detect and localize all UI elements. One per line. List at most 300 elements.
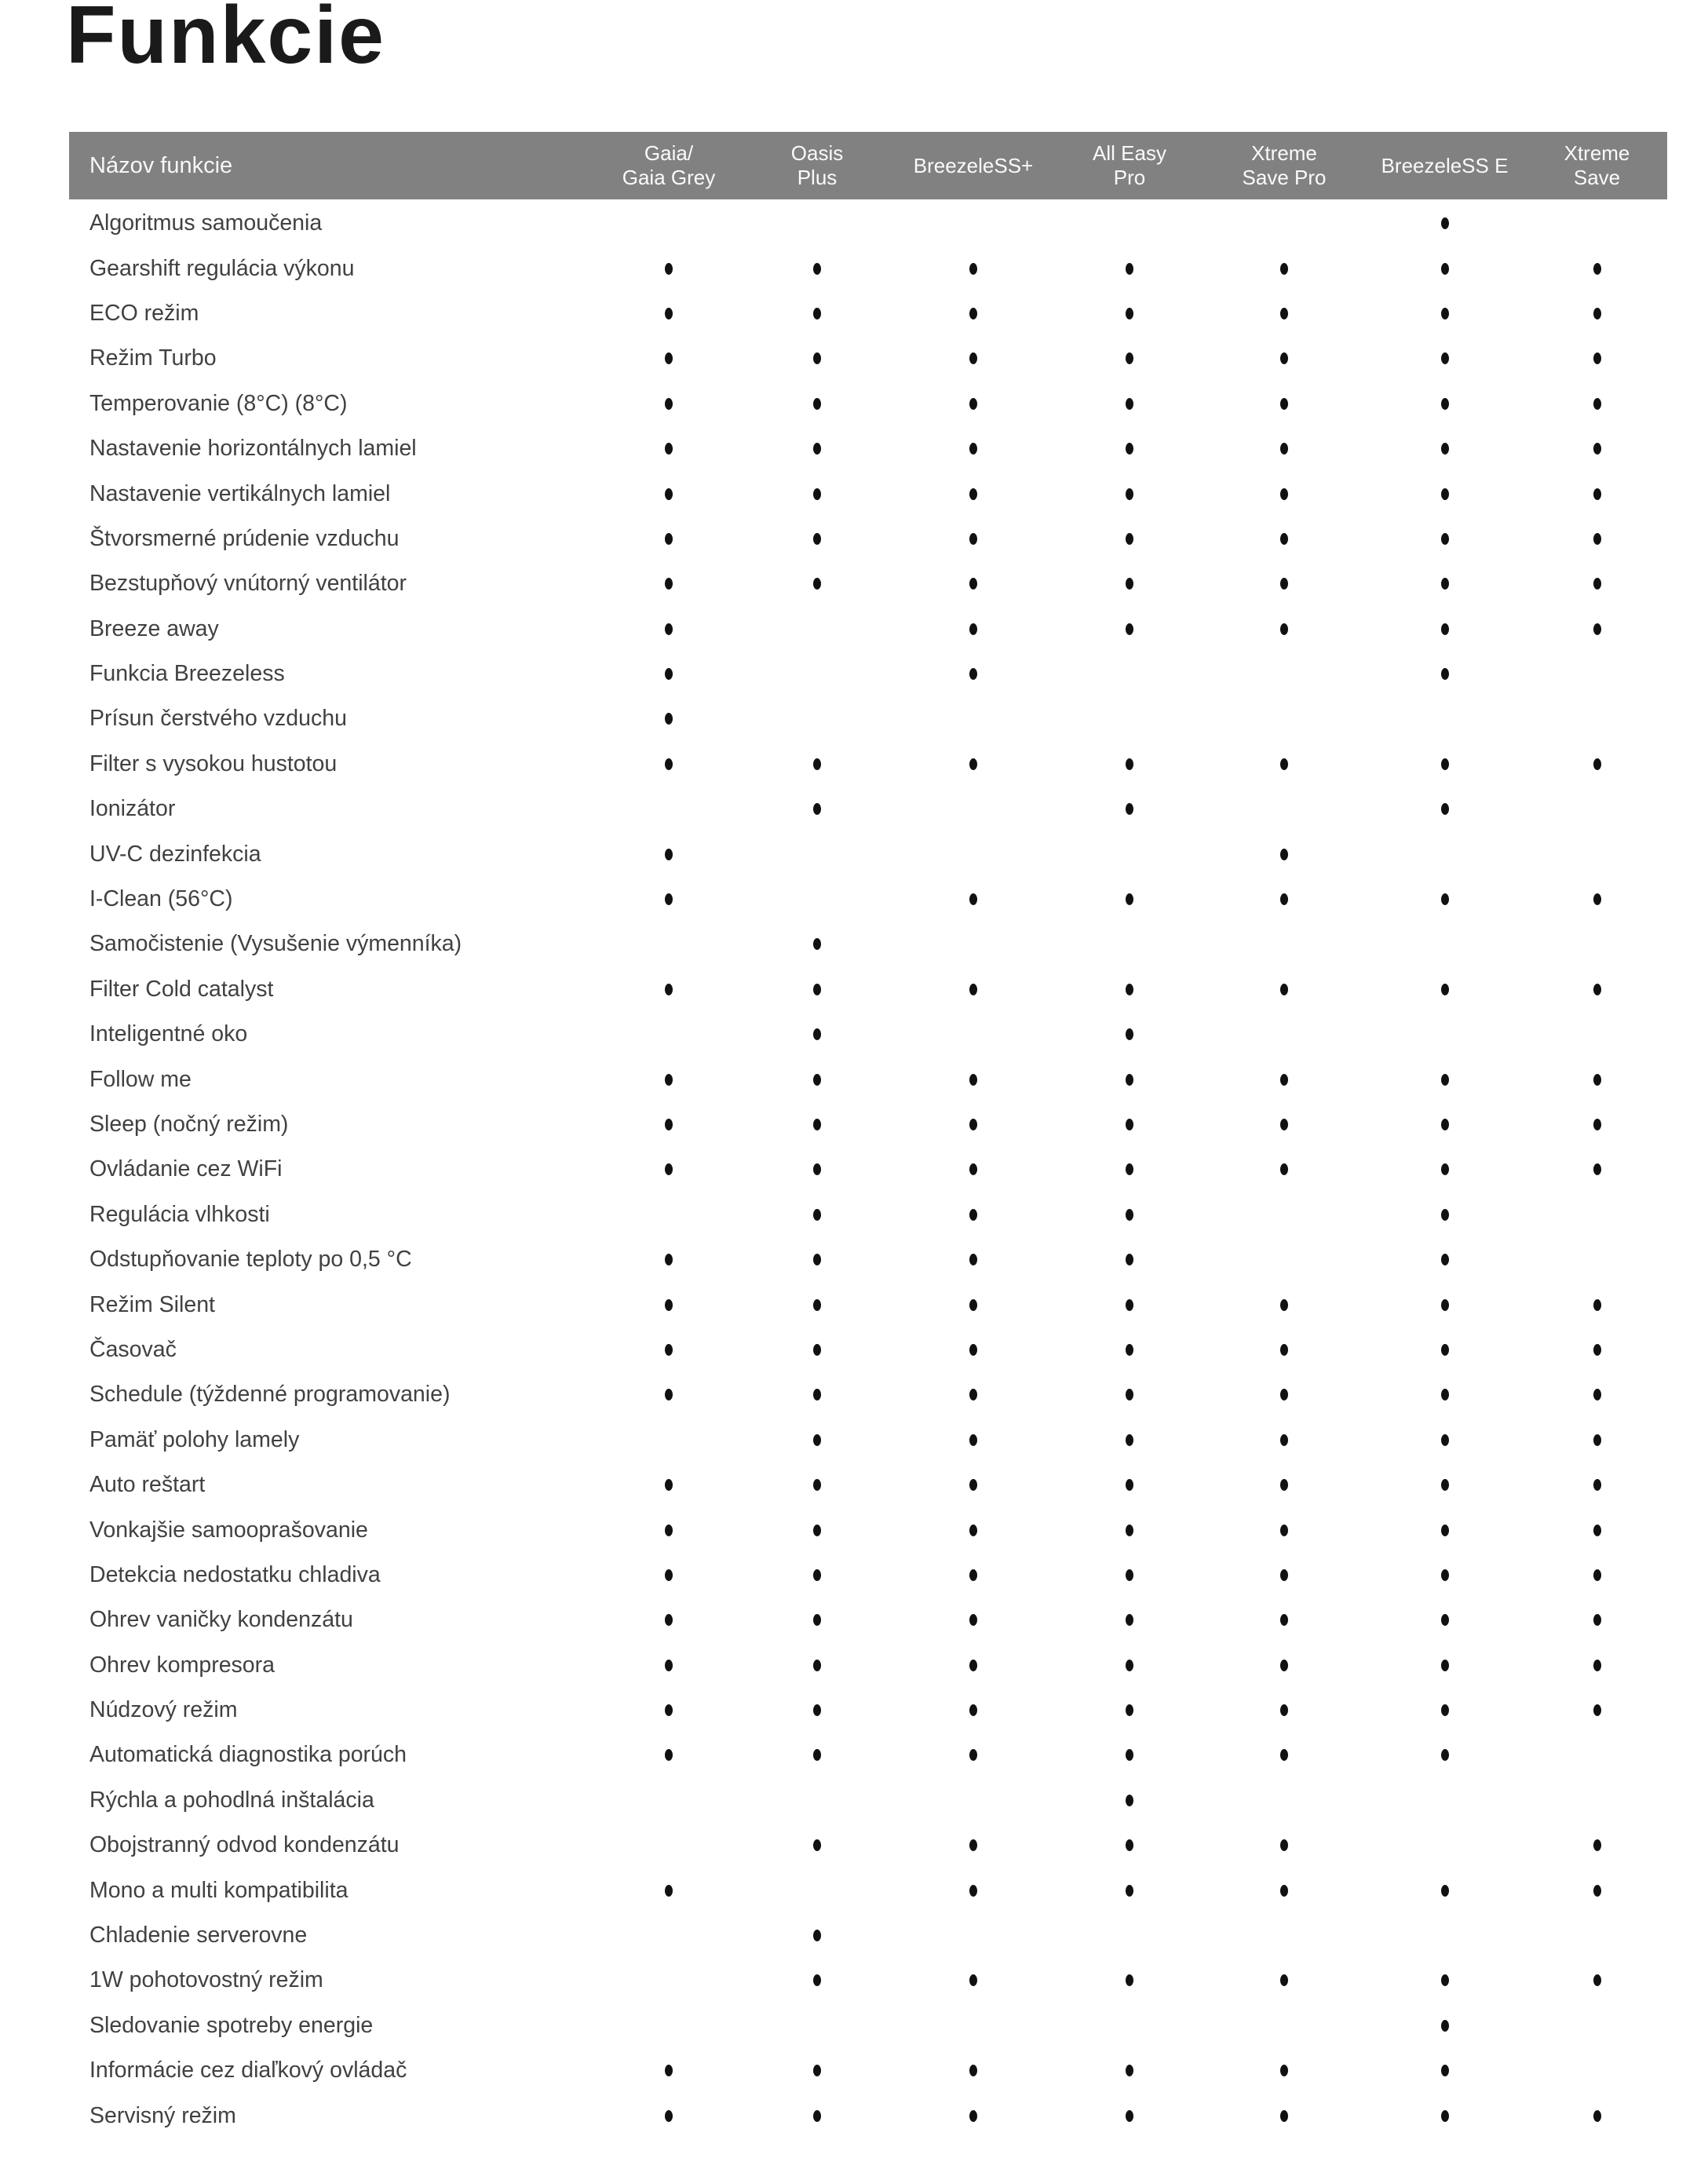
bullet-dot <box>1280 1839 1288 1851</box>
feature-dot-cell <box>597 607 741 652</box>
feature-dot-cell <box>741 1823 893 1868</box>
bullet-dot <box>1441 1299 1449 1311</box>
feature-dot-cell <box>741 922 893 966</box>
table-row <box>69 1282 1667 1327</box>
feature-dot-cell <box>741 1778 893 1823</box>
feature-dot-cell <box>1527 1958 1667 2003</box>
table-row <box>69 607 1667 652</box>
bullet-dot <box>1441 1885 1449 1897</box>
bullet-dot <box>1126 1569 1133 1581</box>
bullet-dot <box>1441 1569 1449 1581</box>
column-header-xtreme-save-pro <box>1206 141 1363 189</box>
bullet-dot <box>1126 1434 1133 1446</box>
bullet-dot <box>665 1749 673 1761</box>
feature-dot-cell <box>597 652 741 696</box>
feature-dot-cell <box>741 291 893 336</box>
feature-dot-cell <box>893 336 1053 381</box>
feature-dot-cell <box>893 1192 1053 1237</box>
bullet-dot <box>1280 2065 1288 2076</box>
bullet-dot <box>1126 488 1133 500</box>
bullet-dot <box>969 1974 977 1986</box>
bullet-dot <box>969 758 977 770</box>
feature-dot-cell <box>1206 201 1363 246</box>
bullet-dot <box>969 984 977 995</box>
table-row <box>69 1507 1667 1552</box>
feature-dot-cell <box>1527 831 1667 876</box>
bullet-dot <box>665 443 673 455</box>
feature-dot-cell <box>1527 1507 1667 1552</box>
bullet-dot <box>1126 443 1133 455</box>
feature-name: Časovač <box>89 1336 177 1362</box>
bullet-dot <box>813 443 821 455</box>
bullet-dot <box>969 488 977 500</box>
feature-dot-cell <box>1053 1147 1206 1192</box>
bullet-dot <box>813 1074 821 1086</box>
feature-dot-cell <box>1053 471 1206 516</box>
feature-dot-cell <box>1527 382 1667 426</box>
bullet-dot <box>813 2110 821 2122</box>
feature-dot-cell <box>1053 1823 1206 1868</box>
feature-dot-cell <box>741 1418 893 1463</box>
feature-dot-cell <box>893 607 1053 652</box>
table-row <box>69 787 1667 831</box>
feature-dot-cell <box>597 1733 741 1777</box>
feature-dot-cell <box>741 696 893 741</box>
feature-dot-cell <box>1363 382 1527 426</box>
feature-dot-cell <box>1206 1553 1363 1598</box>
feature-dot-cell <box>893 382 1053 426</box>
feature-dot-cell <box>1053 1688 1206 1733</box>
bullet-dot <box>665 398 673 410</box>
bullet-dot <box>813 1209 821 1221</box>
bullet-dot <box>1441 2110 1449 2122</box>
bullet-dot <box>1280 984 1288 995</box>
bullet-dot <box>969 2065 977 2076</box>
feature-dot-cell <box>1053 787 1206 831</box>
bullet-dot <box>969 578 977 590</box>
feature-dot-cell <box>1053 2093 1206 2138</box>
feature-dot-cell <box>1527 1598 1667 1642</box>
feature-dot-cell <box>1206 1372 1363 1417</box>
bullet-dot <box>1593 533 1601 545</box>
bullet-dot <box>969 1163 977 1175</box>
bullet-dot <box>1280 1749 1288 1761</box>
bullet-dot <box>1593 488 1601 500</box>
bullet-dot <box>1593 1704 1601 1716</box>
feature-dot-cell <box>1206 1913 1363 1958</box>
bullet-dot <box>813 1569 821 1581</box>
feature-dot-cell <box>1527 1913 1667 1958</box>
feature-dot-cell <box>741 336 893 381</box>
bullet-dot <box>1126 1028 1133 1040</box>
feature-name: Servisný režim <box>89 2102 236 2128</box>
feature-dot-cell <box>893 1778 1053 1823</box>
bullet-dot <box>1126 803 1133 815</box>
feature-dot-cell <box>1363 561 1527 606</box>
bullet-dot <box>813 984 821 995</box>
bullet-dot <box>1441 352 1449 364</box>
bullet-dot <box>813 1119 821 1130</box>
table-row <box>69 561 1667 606</box>
feature-dot-cell <box>741 1282 893 1327</box>
feature-dot-cell <box>1206 1868 1363 1912</box>
feature-name: Informácie cez diaľkový ovládač <box>89 2058 407 2083</box>
bullet-dot <box>1441 2065 1449 2076</box>
feature-dot-cell <box>893 1823 1053 1868</box>
bullet-dot <box>813 1254 821 1265</box>
feature-dot-cell <box>597 967 741 1012</box>
feature-dot-cell <box>1053 201 1206 246</box>
bullet-dot <box>1280 849 1288 860</box>
feature-name: Rýchla a pohodlná inštalácia <box>89 1787 374 1813</box>
bullet-dot <box>813 1028 821 1040</box>
feature-dot-cell <box>893 2048 1053 2093</box>
bullet-dot <box>665 578 673 590</box>
feature-dot-cell <box>1527 1463 1667 1507</box>
feature-dot-cell <box>893 561 1053 606</box>
feature-name: Režim Turbo <box>89 345 217 371</box>
table-row <box>69 1868 1667 1912</box>
feature-dot-cell <box>597 1553 741 1598</box>
bullet-dot <box>969 1660 977 1671</box>
bullet-dot <box>1280 1569 1288 1581</box>
feature-name: ECO režim <box>89 300 199 326</box>
feature-dot-cell <box>1206 1507 1363 1552</box>
bullet-dot <box>969 533 977 545</box>
table-row <box>69 1553 1667 1598</box>
feature-dot-cell <box>893 831 1053 876</box>
bullet-dot <box>1593 1660 1601 1671</box>
feature-name: Režim Silent <box>89 1291 215 1317</box>
feature-dot-cell <box>741 652 893 696</box>
bullet-dot <box>969 1839 977 1851</box>
bullet-dot <box>1441 803 1449 815</box>
feature-dot-cell <box>893 1688 1053 1733</box>
bullet-dot <box>1126 1074 1133 1086</box>
feature-dot-cell <box>1053 742 1206 787</box>
feature-dot-cell <box>893 2003 1053 2048</box>
feature-dot-cell <box>1206 1102 1363 1147</box>
table-body <box>69 201 1667 2138</box>
feature-dot-cell <box>1206 877 1363 922</box>
feature-dot-cell <box>1053 831 1206 876</box>
feature-name: Filter s vysokou hustotou <box>89 750 338 776</box>
feature-dot-cell <box>1363 2093 1527 2138</box>
bullet-dot <box>969 1569 977 1581</box>
bullet-dot <box>1593 2110 1601 2122</box>
feature-dot-cell <box>597 1463 741 1507</box>
feature-name: Pamäť polohy lamely <box>89 1426 300 1452</box>
bullet-dot <box>1126 984 1133 995</box>
feature-dot-cell <box>1206 471 1363 516</box>
bullet-dot <box>1593 578 1601 590</box>
feature-dot-cell <box>893 967 1053 1012</box>
feature-dot-cell <box>1363 471 1527 516</box>
feature-dot-cell <box>741 2048 893 2093</box>
feature-name: Algoritmus samoučenia <box>89 210 323 236</box>
feature-dot-cell <box>1363 652 1527 696</box>
table-row <box>69 517 1667 561</box>
column-header-gaia-gaia-grey <box>597 141 741 189</box>
feature-dot-cell <box>1053 922 1206 966</box>
feature-dot-cell <box>893 1057 1053 1101</box>
feature-dot-cell <box>1527 1553 1667 1598</box>
feature-dot-cell <box>1527 561 1667 606</box>
feature-dot-cell <box>1206 336 1363 381</box>
feature-dot-cell <box>893 471 1053 516</box>
bullet-dot <box>1593 352 1601 364</box>
column-header-line: BreezeleSS+ <box>913 153 1034 177</box>
feature-dot-cell <box>1206 1237 1363 1282</box>
feature-dot-cell <box>597 877 741 922</box>
bullet-dot <box>665 1525 673 1536</box>
column-header-all-easy-pro <box>1053 141 1206 189</box>
feature-dot-cell <box>597 561 741 606</box>
feature-dot-cell <box>1363 517 1527 561</box>
bullet-dot <box>665 1479 673 1491</box>
bullet-dot <box>1280 443 1288 455</box>
table-row <box>69 1102 1667 1147</box>
bullet-dot <box>969 352 977 364</box>
feature-dot-cell <box>1363 1958 1527 2003</box>
bullet-dot <box>1441 1254 1449 1265</box>
bullet-dot <box>1280 758 1288 770</box>
feature-dot-cell <box>741 1598 893 1642</box>
bullet-dot <box>813 1389 821 1401</box>
bullet-dot <box>1126 398 1133 410</box>
feature-dot-cell <box>1053 1102 1206 1147</box>
table-row <box>69 1328 1667 1372</box>
bullet-dot <box>1280 352 1288 364</box>
table-row <box>69 1463 1667 1507</box>
feature-dot-cell <box>1206 2048 1363 2093</box>
bullet-dot <box>813 1660 821 1671</box>
feature-dot-cell <box>1053 607 1206 652</box>
feature-dot-cell <box>893 1553 1053 1598</box>
feature-dot-cell <box>741 831 893 876</box>
bullet-dot <box>665 1569 673 1581</box>
feature-name: Automatická diagnostika porúch <box>89 1742 407 1768</box>
table-row <box>69 967 1667 1012</box>
table-row <box>69 922 1667 966</box>
feature-dot-cell <box>741 1057 893 1101</box>
feature-dot-cell <box>1206 652 1363 696</box>
bullet-dot <box>813 308 821 320</box>
table-row <box>69 2093 1667 2138</box>
bullet-dot <box>1441 1525 1449 1536</box>
bullet-dot <box>813 1525 821 1536</box>
table-row <box>69 652 1667 696</box>
feature-table <box>69 132 1667 2138</box>
feature-dot-cell <box>597 742 741 787</box>
feature-dot-cell <box>597 1012 741 1057</box>
feature-dot-cell <box>597 1868 741 1912</box>
feature-dot-cell <box>1053 1418 1206 1463</box>
feature-dot-cell <box>1053 877 1206 922</box>
bullet-dot <box>665 2065 673 2076</box>
bullet-dot <box>1126 893 1133 905</box>
feature-name: Sleep (nočný režim) <box>89 1112 289 1137</box>
bullet-dot <box>1280 1163 1288 1175</box>
feature-dot-cell <box>893 1868 1053 1912</box>
feature-dot-cell <box>1206 1643 1363 1688</box>
bullet-dot <box>969 2110 977 2122</box>
feature-dot-cell <box>893 2093 1053 2138</box>
feature-dot-cell <box>741 787 893 831</box>
feature-dot-cell <box>893 1463 1053 1507</box>
feature-name: Funkcia Breezeless <box>89 661 285 687</box>
bullet-dot <box>665 1074 673 1086</box>
bullet-dot <box>1126 1299 1133 1311</box>
bullet-dot <box>969 1119 977 1130</box>
bullet-dot <box>665 984 673 995</box>
feature-dot-cell <box>741 382 893 426</box>
feature-dot-cell <box>1363 1598 1527 1642</box>
bullet-dot <box>1280 1525 1288 1536</box>
bullet-dot <box>1441 443 1449 455</box>
feature-name: Mono a multi kompatibilita <box>89 1877 349 1903</box>
feature-dot-cell <box>1363 1778 1527 1823</box>
feature-dot-cell <box>597 831 741 876</box>
feature-dot-cell <box>1527 517 1667 561</box>
feature-dot-cell <box>741 967 893 1012</box>
feature-dot-cell <box>741 1147 893 1192</box>
bullet-dot <box>1126 2110 1133 2122</box>
bullet-dot <box>1126 1795 1133 1806</box>
bullet-dot <box>665 352 673 364</box>
bullet-dot <box>1441 1163 1449 1175</box>
feature-dot-cell <box>1527 1237 1667 1282</box>
feature-dot-cell <box>893 1282 1053 1327</box>
feature-dot-cell <box>741 1328 893 1372</box>
table-row <box>69 1913 1667 1958</box>
feature-dot-cell <box>1206 607 1363 652</box>
bullet-dot <box>813 938 821 950</box>
bullet-dot <box>1593 623 1601 635</box>
feature-dot-cell <box>1206 696 1363 741</box>
bullet-dot <box>969 1299 977 1311</box>
bullet-dot <box>1126 1344 1133 1356</box>
column-header-line: Save <box>1573 166 1621 189</box>
feature-dot-cell <box>1527 471 1667 516</box>
feature-dot-cell <box>741 246 893 290</box>
feature-dot-cell <box>1206 1012 1363 1057</box>
feature-dot-cell <box>597 426 741 471</box>
feature-dot-cell <box>893 1418 1053 1463</box>
feature-dot-cell <box>1053 1282 1206 1327</box>
bullet-dot <box>969 623 977 635</box>
feature-dot-cell <box>1363 1282 1527 1327</box>
feature-dot-cell <box>741 607 893 652</box>
bullet-dot <box>1126 263 1133 275</box>
bullet-dot <box>969 1209 977 1221</box>
bullet-dot <box>1441 1209 1449 1221</box>
bullet-dot <box>1126 1749 1133 1761</box>
bullet-dot <box>1126 1389 1133 1401</box>
table-row <box>69 1192 1667 1237</box>
feature-dot-cell <box>1363 1868 1527 1912</box>
bullet-dot <box>665 713 673 725</box>
feature-dot-cell <box>1527 246 1667 290</box>
bullet-dot <box>1441 488 1449 500</box>
feature-name: Regulácia vlhkosti <box>89 1201 270 1227</box>
bullet-dot <box>1126 533 1133 545</box>
bullet-dot <box>1280 1119 1288 1130</box>
feature-dot-cell <box>1053 1958 1206 2003</box>
bullet-dot <box>1593 893 1601 905</box>
column-header-line: All Easy <box>1093 141 1166 166</box>
feature-dot-cell <box>1053 561 1206 606</box>
bullet-dot <box>665 668 673 680</box>
feature-dot-cell <box>1363 1237 1527 1282</box>
feature-dot-cell <box>597 2093 741 2138</box>
feature-dot-cell <box>1363 1057 1527 1101</box>
feature-dot-cell <box>741 561 893 606</box>
bullet-dot <box>969 1434 977 1446</box>
feature-dot-cell <box>741 471 893 516</box>
bullet-dot <box>1280 2110 1288 2122</box>
feature-dot-cell <box>1363 1688 1527 1733</box>
feature-dot-cell <box>1527 1733 1667 1777</box>
feature-dot-cell <box>1206 967 1363 1012</box>
feature-dot-cell <box>1206 1147 1363 1192</box>
feature-name: Odstupňovanie teploty po 0,5 °C <box>89 1247 412 1273</box>
feature-dot-cell <box>741 1102 893 1147</box>
feature-dot-cell <box>893 1958 1053 2003</box>
feature-dot-cell <box>1363 922 1527 966</box>
table-row <box>69 1643 1667 1688</box>
feature-dot-cell <box>893 652 1053 696</box>
feature-dot-cell <box>1527 1057 1667 1101</box>
table-row <box>69 742 1667 787</box>
feature-name: Sledovanie spotreby energie <box>89 2012 374 2038</box>
bullet-dot <box>665 1389 673 1401</box>
feature-dot-cell <box>893 426 1053 471</box>
feature-dot-cell <box>1363 607 1527 652</box>
bullet-dot <box>1280 1660 1288 1671</box>
bullet-dot <box>1126 1479 1133 1491</box>
feature-dot-cell <box>1206 1823 1363 1868</box>
bullet-dot <box>1441 1614 1449 1626</box>
table-row <box>69 1958 1667 2003</box>
feature-dot-cell <box>741 1553 893 1598</box>
feature-dot-cell <box>893 1913 1053 1958</box>
bullet-dot <box>813 398 821 410</box>
feature-dot-cell <box>893 246 1053 290</box>
feature-dot-cell <box>1053 1598 1206 1642</box>
bullet-dot <box>1126 623 1133 635</box>
bullet-dot <box>813 533 821 545</box>
feature-name: Obojstranný odvod kondenzátu <box>89 1832 400 1858</box>
bullet-dot <box>1593 1525 1601 1536</box>
feature-dot-cell <box>741 1507 893 1552</box>
feature-name: Nastavenie horizontálnych lamiel <box>89 436 417 462</box>
bullet-dot <box>1593 1885 1601 1897</box>
bullet-dot <box>1280 1704 1288 1716</box>
feature-dot-cell <box>893 1507 1053 1552</box>
feature-dot-cell <box>1206 1463 1363 1507</box>
bullet-dot <box>665 533 673 545</box>
bullet-dot <box>813 1344 821 1356</box>
feature-name: Nastavenie vertikálnych lamiel <box>89 480 391 506</box>
feature-dot-cell <box>597 922 741 966</box>
feature-dot-cell <box>1206 382 1363 426</box>
bullet-dot <box>813 578 821 590</box>
bullet-dot <box>1441 2020 1449 2032</box>
feature-dot-cell <box>1527 1688 1667 1733</box>
bullet-dot <box>1280 1885 1288 1897</box>
feature-name: Follow me <box>89 1066 192 1092</box>
